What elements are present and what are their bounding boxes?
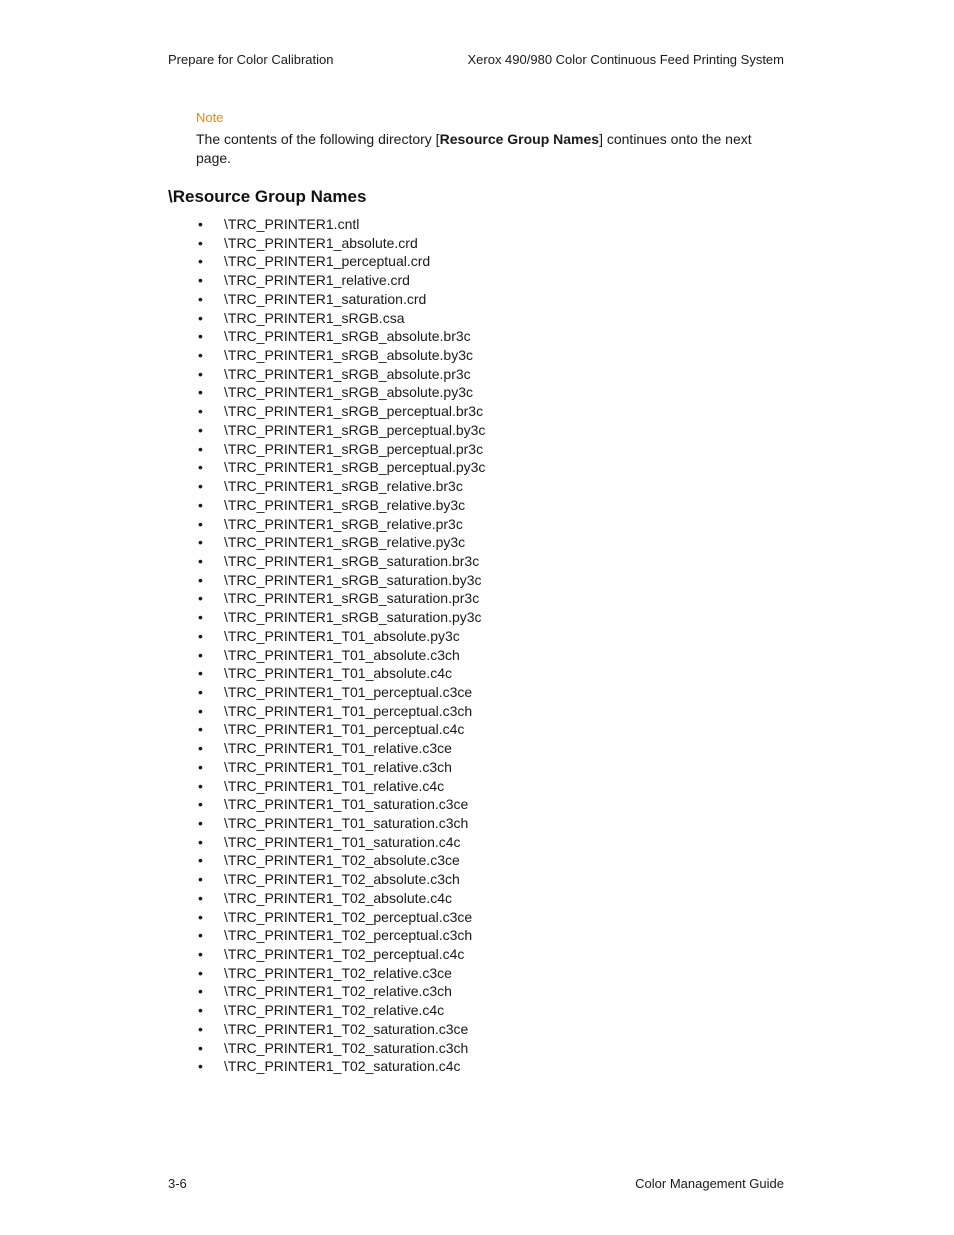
bullet-icon: •	[198, 646, 203, 663]
list-item-text: \TRC_PRINTER1_sRGB_absolute.by3c	[224, 347, 473, 364]
bullet-icon: •	[198, 1020, 203, 1037]
list-item	[196, 440, 485, 459]
list-item-text: \TRC_PRINTER1_T02_relative.c4c	[224, 1002, 445, 1019]
list-item-text: \TRC_PRINTER1_T01_relative.c3ce	[224, 740, 452, 757]
note-label: Note	[196, 110, 224, 125]
list-item	[196, 327, 485, 346]
list-item	[196, 402, 485, 421]
bullet-icon: •	[198, 403, 203, 420]
list-item	[196, 739, 485, 758]
list-item	[196, 777, 485, 796]
list-item	[196, 252, 485, 271]
list-item-text: \TRC_PRINTER1_sRGB_saturation.by3c	[224, 571, 482, 588]
bullet-icon: •	[198, 796, 203, 813]
list-item	[196, 889, 485, 908]
list-item-text: \TRC_PRINTER1_sRGB_perceptual.br3c	[224, 403, 484, 420]
list-item-text: \TRC_PRINTER1_T02_perceptual.c4c	[224, 946, 465, 963]
list-item-text: \TRC_PRINTER1_sRGB.csa	[224, 309, 405, 326]
list-item	[196, 383, 485, 402]
bullet-icon: •	[198, 290, 203, 307]
bullet-icon: •	[198, 908, 203, 925]
list-item-text: \TRC_PRINTER1_T02_relative.c3ce	[224, 964, 452, 981]
bullet-icon: •	[198, 1002, 203, 1019]
list-item	[196, 683, 485, 702]
list-item	[196, 234, 485, 253]
list-item	[196, 552, 485, 571]
list-item-text: \TRC_PRINTER1_T01_saturation.c3ch	[224, 815, 469, 831]
list-item-text: \TRC_PRINTER1_sRGB_relative.br3c	[224, 478, 463, 495]
list-item	[196, 720, 485, 739]
list-item-text: \TRC_PRINTER1_sRGB_relative.pr3c	[224, 515, 463, 532]
list-item-text: \TRC_PRINTER1_absolute.crd	[224, 234, 418, 251]
list-item	[196, 458, 485, 477]
list-item-text: \TRC_PRINTER1_T01_saturation.c3ce	[224, 796, 469, 813]
list-item-text: \TRC_PRINTER1_T02_absolute.c4c	[224, 889, 452, 906]
list-item-text: \TRC_PRINTER1_sRGB_absolute.br3c	[224, 328, 471, 345]
bullet-icon: •	[198, 852, 203, 869]
list-item-text: \TRC_PRINTER1_T01_absolute.c3ch	[224, 646, 460, 663]
list-item	[196, 589, 485, 608]
bullet-icon: •	[198, 683, 203, 700]
bullet-icon: •	[198, 665, 203, 682]
list-item-text: \TRC_PRINTER1_sRGB_saturation.py3c	[224, 609, 482, 626]
list-item-text: \TRC_PRINTER1_sRGB_perceptual.by3c	[224, 421, 486, 438]
bullet-icon: •	[198, 365, 203, 382]
bullet-icon: •	[198, 777, 203, 794]
list-item	[196, 271, 485, 290]
bullet-icon: •	[198, 627, 203, 644]
bullet-icon: •	[198, 478, 203, 495]
bullet-icon: •	[198, 815, 203, 831]
list-item	[196, 477, 485, 496]
list-item-text: \TRC_PRINTER1_T02_perceptual.c3ch	[224, 927, 473, 944]
list-item-text: \TRC_PRINTER1_T02_relative.c3ch	[224, 983, 452, 1000]
note-text-before: The contents of the following directory [	[196, 131, 440, 147]
list-item-text: \TRC_PRINTER1_T01_absolute.c4c	[224, 665, 452, 682]
list-item	[196, 814, 485, 833]
list-item-text: \TRC_PRINTER1_perceptual.crd	[224, 253, 431, 270]
list-item	[196, 646, 485, 665]
list-item	[196, 515, 485, 534]
bullet-icon: •	[198, 927, 203, 944]
list-item	[196, 945, 485, 964]
list-item-text: \TRC_PRINTER1_sRGB_perceptual.pr3c	[224, 440, 484, 457]
list-item-text: \TRC_PRINTER1_sRGB_saturation.br3c	[224, 552, 480, 569]
section-heading: \Resource Group Names	[168, 187, 367, 206]
bullet-icon: •	[198, 889, 203, 906]
bullet-icon: •	[198, 983, 203, 1000]
list-item-text: \TRC_PRINTER1_T01_relative.c4c	[224, 777, 445, 794]
list-item-text: \TRC_PRINTER1.cntl	[224, 216, 360, 232]
bullet-icon: •	[198, 253, 203, 270]
list-item	[196, 1039, 485, 1058]
bullet-icon: •	[198, 1039, 203, 1056]
list-item-text: \TRC_PRINTER1_T01_perceptual.c3ce	[224, 683, 473, 700]
list-item	[196, 795, 485, 814]
list-item-text: \TRC_PRINTER1_T02_perceptual.c3ce	[224, 908, 473, 925]
list-item-text: \TRC_PRINTER1_T02_saturation.c3ch	[224, 1039, 469, 1056]
header-product-title: Xerox 490/980 Color Continuous Feed Printing System	[467, 52, 784, 67]
list-item-text: \TRC_PRINTER1_T02_absolute.c3ce	[224, 852, 460, 869]
list-item	[196, 702, 485, 721]
bullet-icon: •	[198, 216, 203, 232]
bullet-icon: •	[198, 384, 203, 401]
note-text-after: ] continues onto the next page.	[196, 131, 752, 166]
bullet-icon: •	[198, 609, 203, 626]
list-item	[196, 1057, 485, 1076]
list-item	[196, 926, 485, 945]
list-item-text: \TRC_PRINTER1_T01_relative.c3ch	[224, 758, 452, 775]
list-item	[196, 870, 485, 889]
list-item	[196, 215, 485, 234]
bullet-icon: •	[198, 496, 203, 513]
list-item-text: \TRC_PRINTER1_sRGB_absolute.py3c	[224, 384, 473, 401]
bullet-icon: •	[198, 758, 203, 775]
bullet-icon: •	[198, 515, 203, 532]
list-item-text: \TRC_PRINTER1_T01_perceptual.c3ch	[224, 702, 473, 719]
list-item-text: \TRC_PRINTER1_T02_saturation.c3ce	[224, 1020, 469, 1037]
note-text	[196, 130, 786, 168]
list-item	[196, 309, 485, 328]
list-item-text: \TRC_PRINTER1_sRGB_absolute.pr3c	[224, 365, 471, 382]
list-item	[196, 1020, 485, 1039]
bullet-icon: •	[198, 272, 203, 289]
bullet-icon: •	[198, 234, 203, 251]
note-text-bold: Resource Group Names	[439, 131, 600, 147]
bullet-icon: •	[198, 833, 203, 850]
list-item	[196, 758, 485, 777]
list-item	[196, 833, 485, 852]
list-item-text: \TRC_PRINTER1_T01_absolute.py3c	[224, 627, 460, 644]
list-item	[196, 421, 485, 440]
bullet-icon: •	[198, 309, 203, 326]
bullet-icon: •	[198, 871, 203, 888]
bullet-icon: •	[198, 740, 203, 757]
list-item-text: \TRC_PRINTER1_sRGB_saturation.pr3c	[224, 590, 480, 607]
bullet-icon: •	[198, 721, 203, 738]
bullet-icon: •	[198, 328, 203, 345]
list-item	[196, 608, 485, 627]
list-item	[196, 851, 485, 870]
bullet-icon: •	[198, 552, 203, 569]
list-item-text: \TRC_PRINTER1_sRGB_perceptual.py3c	[224, 459, 486, 476]
list-item	[196, 664, 485, 683]
list-item-text: \TRC_PRINTER1_sRGB_relative.py3c	[224, 534, 466, 551]
bullet-icon: •	[198, 421, 203, 438]
list-item	[196, 627, 485, 646]
list-item	[196, 964, 485, 983]
bullet-icon: •	[198, 571, 203, 588]
bullet-icon: •	[198, 534, 203, 551]
bullet-icon: •	[198, 964, 203, 981]
footer-guide-title: Color Management Guide	[635, 1176, 784, 1191]
list-item-text: \TRC_PRINTER1_T02_saturation.c4c	[224, 1058, 461, 1075]
page-number: 3-6	[168, 1176, 187, 1191]
list-item	[196, 290, 485, 309]
list-item-text: \TRC_PRINTER1_T01_saturation.c4c	[224, 833, 461, 850]
list-item	[196, 346, 485, 365]
list-item-text: \TRC_PRINTER1_relative.crd	[224, 272, 410, 289]
bullet-icon: •	[198, 590, 203, 607]
bullet-icon: •	[198, 347, 203, 364]
list-item	[196, 496, 485, 515]
bullet-icon: •	[198, 440, 203, 457]
list-item	[196, 908, 485, 927]
list-item	[196, 533, 485, 552]
list-item-text: \TRC_PRINTER1_T02_absolute.c3ch	[224, 871, 460, 888]
bullet-icon: •	[198, 1058, 203, 1075]
bullet-icon: •	[198, 946, 203, 963]
header-chapter-title: Prepare for Color Calibration	[168, 52, 334, 67]
list-item-text: \TRC_PRINTER1_T01_perceptual.c4c	[224, 721, 465, 738]
resource-file-list	[196, 215, 485, 1076]
list-item-text: \TRC_PRINTER1_saturation.crd	[224, 290, 427, 307]
list-item	[196, 982, 485, 1001]
bullet-icon: •	[198, 459, 203, 476]
list-item	[196, 1001, 485, 1020]
bullet-icon: •	[198, 702, 203, 719]
list-item	[196, 571, 485, 590]
list-item	[196, 365, 485, 384]
list-item-text: \TRC_PRINTER1_sRGB_relative.by3c	[224, 496, 466, 513]
